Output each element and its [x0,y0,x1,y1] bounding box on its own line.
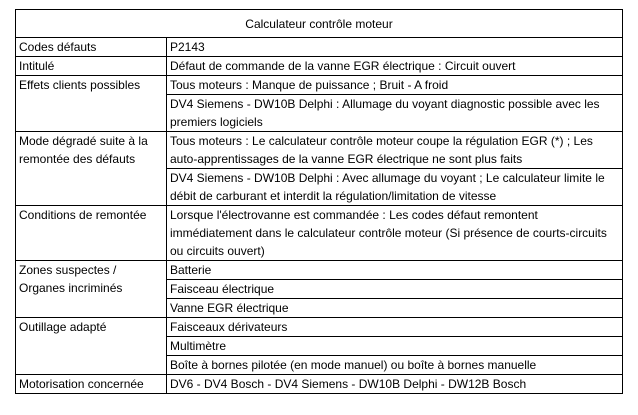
table-row [16,375,623,394]
row-value: Faisceau électrique [167,280,623,299]
table-row [16,318,623,337]
row-label: Motorisation concernée [16,375,167,394]
row-label: Effets clients possibles [16,76,167,132]
row-value: DV4 Siemens - DW10B Delphi : Allumage du voyant diagnostic possible avec les premiers logiciels [167,95,623,132]
title-row [16,10,623,38]
table-title: Calculateur contrôle moteur [16,10,623,38]
row-value: Tous moteurs : Manque de puissance ; Bruit - A froid [167,76,623,95]
row-value: Lorsque l'électrovanne est commandée : Les codes défaut remontent immédiatement dans le calculateur contrôle moteur (Si présence de courts-circuits ou circuits ouvert) [167,206,623,261]
table-row [16,57,623,76]
row-label: Outillage adapté [16,318,167,375]
diagnostic-table [15,9,623,394]
row-label: Zones suspectes / Organes incriminés [16,261,167,318]
table-row [16,132,623,169]
row-value: Faisceaux dérivateurs [167,318,623,337]
row-label: Intitulé [16,57,167,76]
row-value: Batterie [167,261,623,280]
table-row [16,76,623,95]
row-label: Codes défauts [16,38,167,57]
table-row [16,261,623,280]
row-value: Multimètre [167,337,623,356]
table-row [16,206,623,261]
row-value: DV4 Siemens - DW10B Delphi : Avec allumage du voyant ; Le calculateur limite le débit de carburant et interdit la régulation/limitation de vitesse [167,169,623,206]
row-value: DV6 - DV4 Bosch - DV4 Siemens - DW10B Delphi - DW12B Bosch [167,375,623,394]
row-value: Boîte à bornes pilotée (en mode manuel) ou boîte à bornes manuelle [167,356,623,375]
row-value: Vanne EGR électrique [167,299,623,318]
row-label: Mode dégradé suite à la remontée des défauts [16,132,167,206]
row-value: Défaut de commande de la vanne EGR électrique : Circuit ouvert [167,57,623,76]
table-row [16,38,623,57]
row-value: P2143 [167,38,623,57]
row-value: Tous moteurs : Le calculateur contrôle moteur coupe la régulation EGR (*) ; Les auto-apprentissages de la vanne EGR électrique ne sont plus faits [167,132,623,169]
diagnostic-sheet [15,9,622,394]
row-label: Conditions de remontée [16,206,167,261]
